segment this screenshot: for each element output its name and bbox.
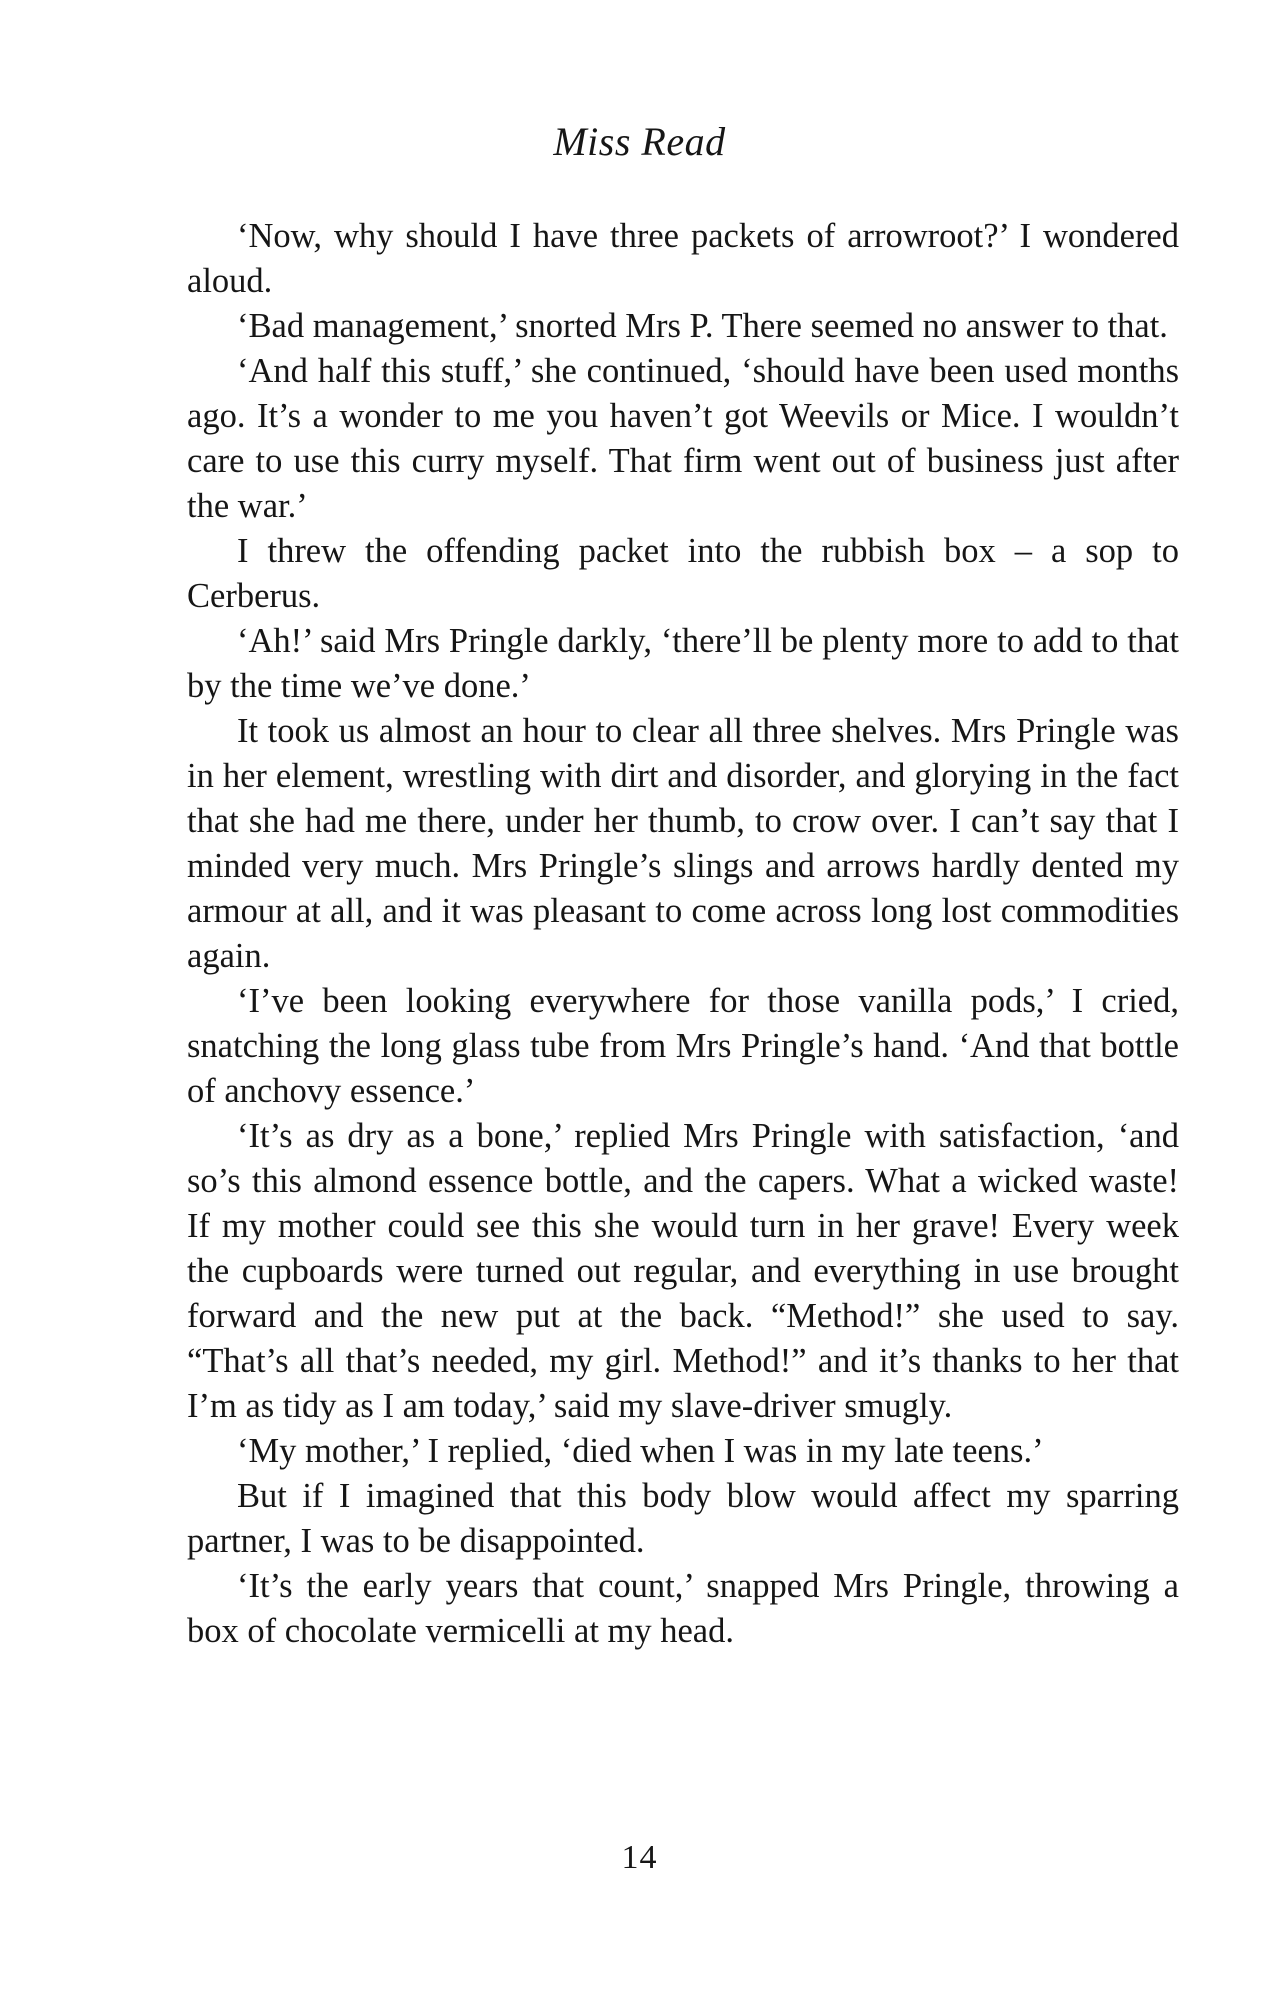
page-number: 14 [621, 1839, 658, 1876]
paragraph: ‘It’s the early years that count,’ snapped Mrs Pringle, throwing a box of chocolate vermicelli at my head. [187, 1567, 1179, 1650]
paragraph: ‘Bad management,’ snorted Mrs P. There seemed no answer to that. [237, 307, 1168, 345]
paragraph: ‘My mother,’ I replied, ‘died when I was in my late teens.’ [237, 1432, 1044, 1470]
paragraph: It took us almost an hour to clear all three shelves. Mrs Pringle was in her element, wrestling with dirt and disorder, and glorying in the fact that she had me there, under her thumb, to crow over. I can’t say that I minded very much. Mrs Pringle’s slings and arrows hardly dented my armour at all, and it was pleasant to come across long lost commodities again. [187, 712, 1179, 975]
paragraph: But if I imagined that this body blow would affect my sparring partner, I was to be disappointed. [187, 1477, 1179, 1560]
paragraph: ‘I’ve been looking everywhere for those vanilla pods,’ I cried, snatching the long glass tube from Mrs Pringle’s hand. ‘And that bottle of anchovy essence.’ [187, 982, 1179, 1110]
running-head: Miss Read [553, 119, 726, 164]
body-text [187, 214, 1179, 1654]
paragraph: ‘It’s as dry as a bone,’ replied Mrs Pringle with satisfaction, ‘and so’s this almond essence bottle, and the capers. What a wicked waste! If my mother could see this she would turn in her grave! Every week the cupboards were turned out regular, and everything in use brought forward and the new put at the back. “Method!” she used to say. “That’s all that’s needed, my girl. Method!” and it’s thanks to her that I’m as tidy as I am today,’ said my slave-driver smugly. [187, 1117, 1179, 1425]
paragraph: ‘Ah!’ said Mrs Pringle darkly, ‘there’ll be plenty more to add to that by the time we’ve done.’ [187, 622, 1179, 705]
paragraph: I threw the offending packet into the rubbish box – a sop to Cerberus. [187, 532, 1179, 615]
paragraph: ‘Now, why should I have three packets of arrowroot?’ I wondered aloud. [187, 217, 1179, 300]
paragraph: ‘And half this stuff,’ she continued, ‘should have been used months ago. It’s a wonder to me you haven’t got Weevils or Mice. I wouldn’t care to use this curry myself. That firm went out of business just after the war.’ [187, 352, 1179, 525]
